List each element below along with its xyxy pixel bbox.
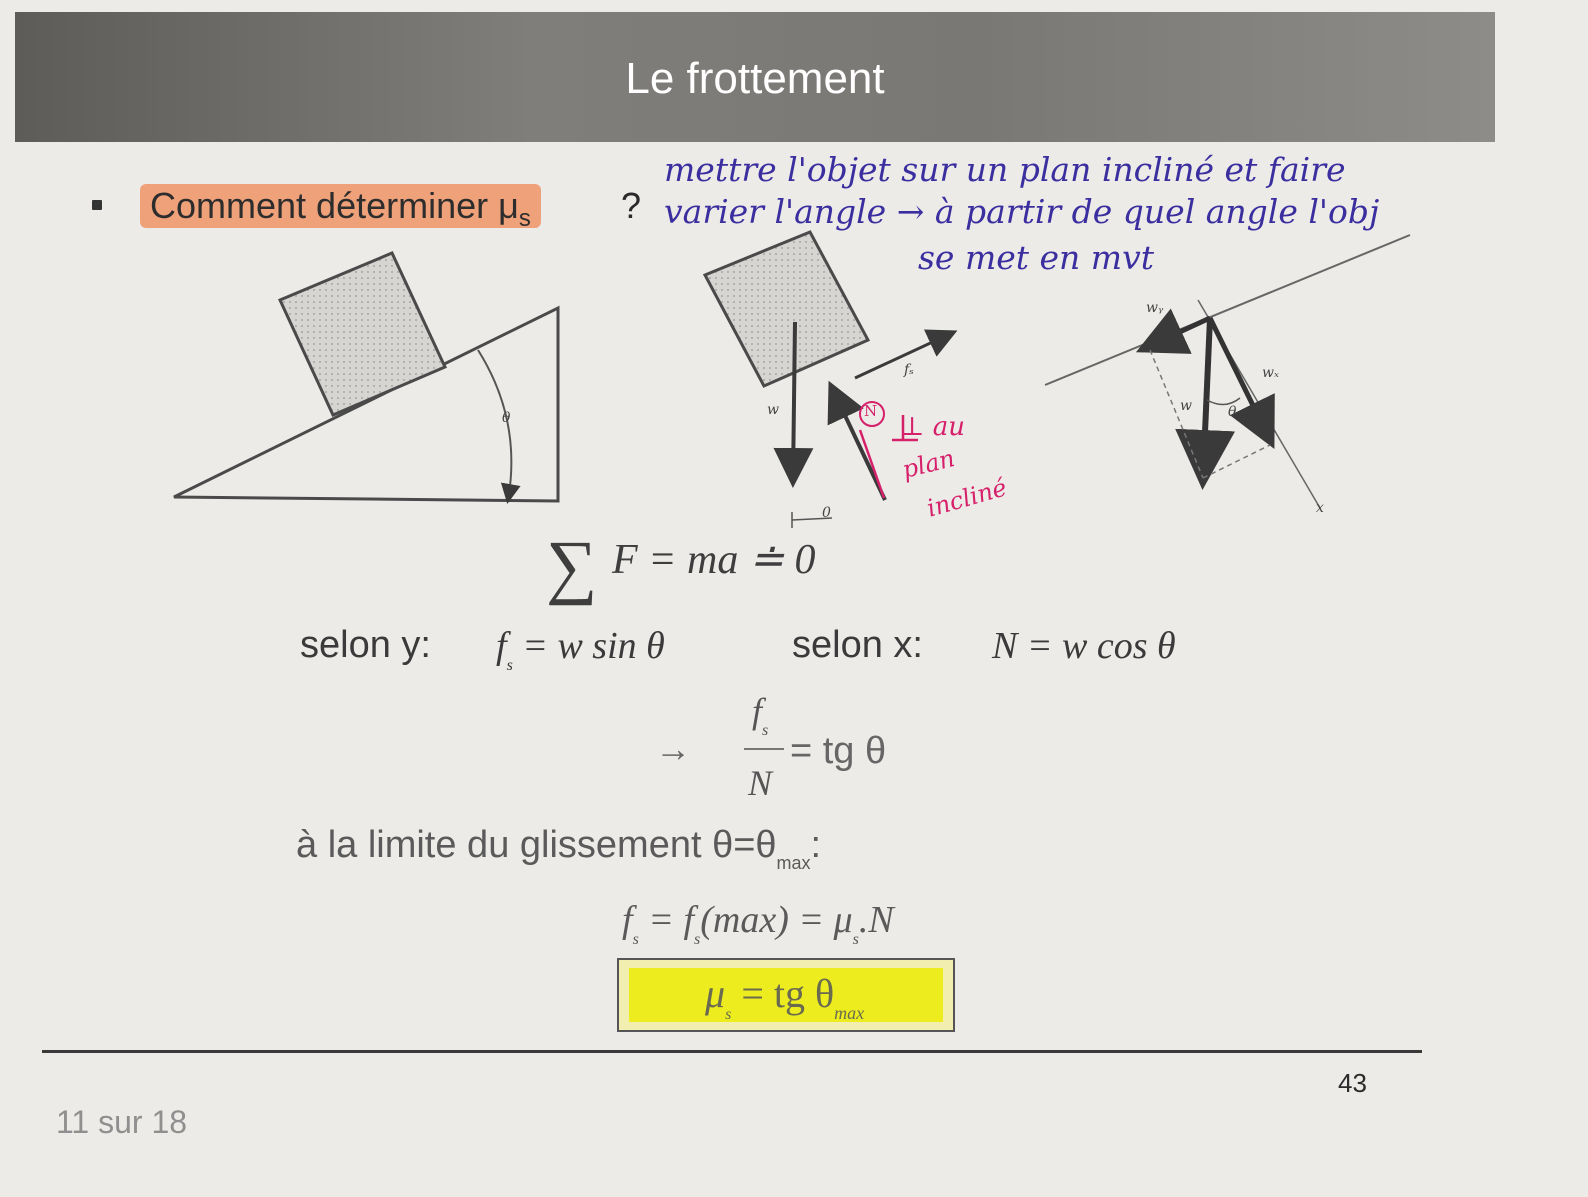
- max-c: (max) = μ: [700, 899, 853, 941]
- circled-n-label: N: [864, 402, 878, 420]
- limit-text: [296, 824, 821, 874]
- max-b: = f: [638, 899, 694, 941]
- perp-note-line1: ⊥ au: [900, 412, 965, 442]
- limit-colon: :: [810, 824, 822, 866]
- eq-y-sub: s: [506, 657, 513, 674]
- frac-num: f: [752, 691, 763, 731]
- question-subscript: s: [518, 205, 531, 232]
- fraction-denominator: N: [748, 763, 773, 803]
- footer-rule: [42, 1050, 1422, 1053]
- implies-arrow: →: [655, 728, 691, 769]
- newton-equation: F = ma ≐ 0: [612, 537, 816, 583]
- max-a: f: [622, 899, 633, 941]
- question-text: Comment déterminer μ: [150, 185, 519, 226]
- result-equation: [705, 970, 864, 1024]
- max-d: .N: [858, 899, 894, 941]
- eq-x: N = w cos θ: [992, 625, 1176, 667]
- wx-label: wₓ: [1262, 365, 1279, 381]
- free-body-diagram: [705, 232, 952, 528]
- max-c-sub: s: [852, 931, 859, 948]
- fraction-rhs: = tg θ: [790, 730, 887, 772]
- handwritten-note-line2: varier l'angle → à partir de quel angle l'obj: [664, 192, 1380, 231]
- result-lhs: μ: [705, 971, 726, 1016]
- x-axis-label: x: [1316, 500, 1324, 516]
- selon-y-label: selon y:: [300, 624, 431, 666]
- perp-note-line3: incliné: [923, 473, 1010, 523]
- theta-label-decomp: θ: [1228, 404, 1237, 420]
- handwritten-note-line1: mettre l'objet sur un plan incliné et faire: [664, 150, 1346, 189]
- handwritten-note-line3: se met en mvt: [918, 238, 1154, 277]
- eq-y-rhs: = w sin θ: [522, 625, 665, 667]
- perp-note-line2: plan: [899, 444, 958, 484]
- slide-page-number: 43: [1338, 1068, 1367, 1098]
- wy-label: wᵧ: [1146, 300, 1164, 316]
- fraction-numerator: [752, 690, 768, 740]
- eq-y: [496, 624, 665, 675]
- viewer-page-indicator: 11 sur 18: [56, 1104, 188, 1140]
- question-mark: ?: [621, 185, 642, 226]
- fraction-bar: [744, 748, 784, 750]
- selon-x-label: selon x:: [792, 624, 923, 666]
- max-a-sub: s: [632, 931, 639, 948]
- result-rhs-sub: max: [834, 1003, 865, 1023]
- result-rhs: = tg θ: [731, 971, 835, 1016]
- max-b-sub: s: [694, 931, 701, 948]
- theta-label-incline: θ: [502, 410, 511, 426]
- incline-figure: [174, 253, 558, 501]
- frac-num-sub: s: [762, 722, 769, 739]
- zero-label-fbd: 0: [822, 505, 831, 521]
- fs-label-fbd: fₛ: [904, 362, 914, 378]
- slide-title: Le frottement: [625, 54, 885, 103]
- eq-y-lhs: f: [496, 625, 507, 667]
- w-label-fbd: w: [767, 402, 779, 418]
- max-equation: [622, 898, 894, 949]
- w-label-decomp: w: [1180, 398, 1192, 414]
- result-lhs-sub: s: [725, 1006, 732, 1023]
- weight-decomposition-figure: [1045, 235, 1410, 508]
- limit-sub: max: [776, 853, 811, 873]
- limit-main: à la limite du glissement θ=θ: [296, 824, 777, 866]
- sum-symbol: ∑: [546, 526, 598, 606]
